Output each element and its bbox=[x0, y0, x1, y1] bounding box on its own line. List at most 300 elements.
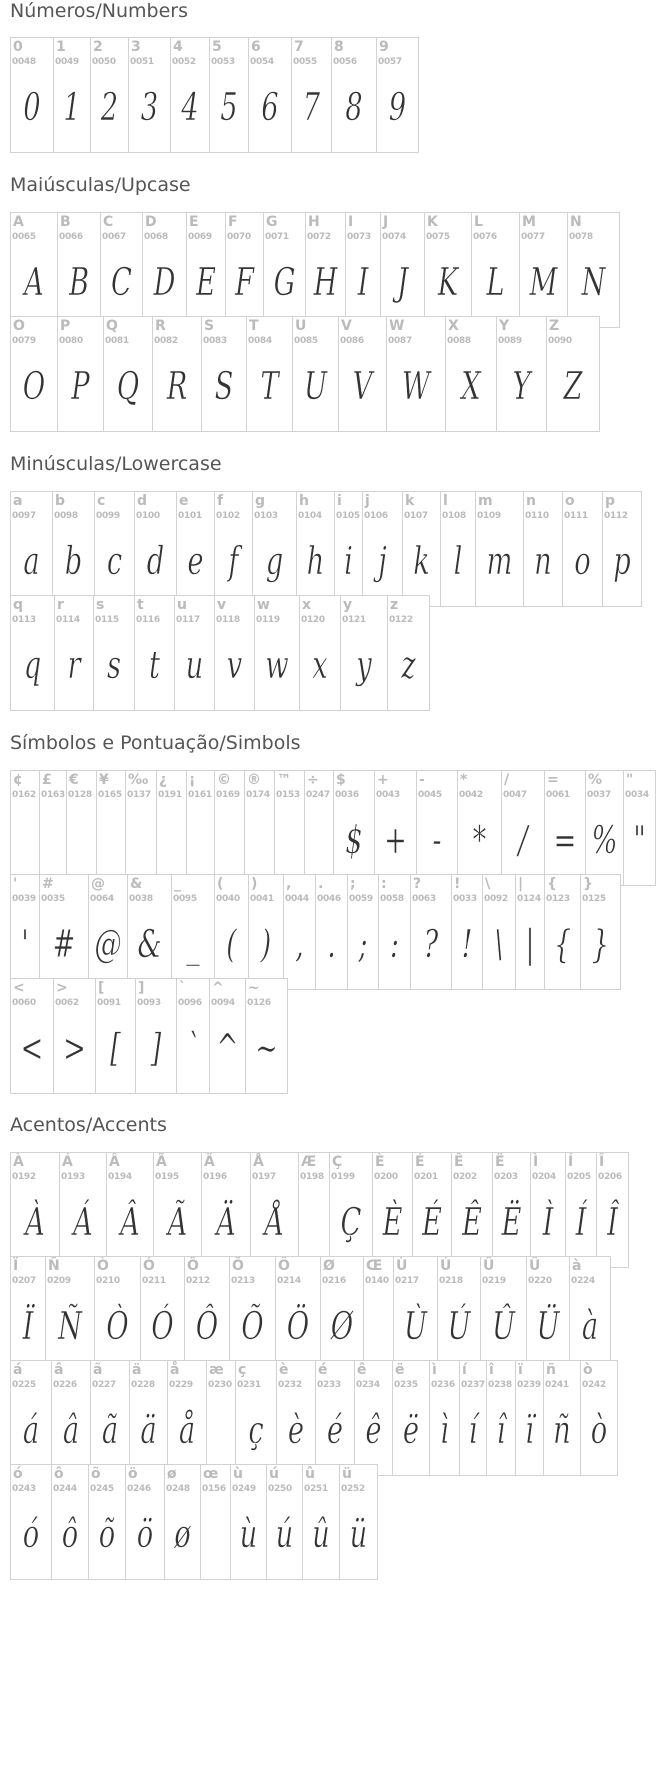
glyph-char-label: Ó bbox=[143, 1258, 155, 1274]
glyph-sample: V bbox=[352, 364, 373, 408]
glyph-cell bbox=[53, 978, 96, 1094]
glyph-sample: & bbox=[137, 922, 162, 966]
glyph-cell bbox=[296, 491, 335, 607]
glyph-char-label: œ bbox=[203, 1466, 219, 1482]
glyph-char-label: ¡ bbox=[189, 772, 196, 788]
glyph-char-label: ¥ bbox=[99, 772, 109, 788]
glyph-char-label: 4 bbox=[173, 39, 183, 55]
glyph-code-label: 0105 bbox=[336, 511, 360, 521]
glyph-code-label: 0039 bbox=[12, 894, 36, 904]
glyph-cell bbox=[602, 491, 642, 607]
glyph-code-label: 0068 bbox=[144, 232, 168, 242]
glyph-sample: ù bbox=[239, 1512, 258, 1556]
glyph-code-label: 0072 bbox=[307, 232, 331, 242]
glyph-sample: n bbox=[534, 539, 552, 583]
glyph-char-label: c bbox=[97, 493, 106, 509]
glyph-sample: ú bbox=[275, 1512, 294, 1556]
glyph-sample: ] bbox=[150, 1026, 162, 1070]
glyph-cell bbox=[380, 212, 425, 328]
glyph-code-label: 0067 bbox=[102, 232, 126, 242]
glyph-char-label: Z bbox=[549, 318, 560, 334]
glyph-row bbox=[10, 1152, 628, 1268]
glyph-sample: Ò bbox=[106, 1304, 129, 1348]
glyph-cell bbox=[475, 491, 524, 607]
glyph-sample: 0 bbox=[23, 85, 41, 129]
glyph-sample: ^ bbox=[216, 1026, 239, 1070]
glyph-char-label: ¢ bbox=[13, 772, 23, 788]
glyph-cell bbox=[135, 978, 177, 1094]
section-title: Maiúsculas/Upcase bbox=[10, 174, 191, 196]
glyph-code-label: 0074 bbox=[382, 232, 406, 242]
glyph-cell bbox=[254, 595, 300, 711]
glyph-cell bbox=[214, 874, 249, 990]
glyph-code-label: 0063 bbox=[412, 894, 436, 904]
glyph-char-label: ^ bbox=[212, 980, 224, 996]
glyph-char-label: ã bbox=[93, 1362, 103, 1378]
glyph-sample: @ bbox=[94, 922, 122, 966]
glyph-char-label: ö bbox=[128, 1466, 138, 1482]
glyph-char-label: î bbox=[489, 1362, 494, 1378]
glyph-char-label: ü bbox=[342, 1466, 352, 1482]
glyph-cell bbox=[387, 595, 430, 711]
glyph-sample: û bbox=[312, 1512, 330, 1556]
glyph-code-label: 0217 bbox=[395, 1276, 419, 1286]
glyph-code-label: 0062 bbox=[55, 998, 79, 1008]
glyph-sample: Õ bbox=[241, 1304, 264, 1348]
glyph-code-label: 0077 bbox=[521, 232, 545, 242]
glyph-cell bbox=[339, 1464, 378, 1580]
glyph-cell bbox=[176, 978, 210, 1094]
glyph-row bbox=[10, 595, 429, 711]
glyph-char-label: ; bbox=[350, 876, 356, 892]
glyph-cell bbox=[445, 316, 497, 432]
glyph-code-label: 0051 bbox=[130, 57, 154, 67]
glyph-code-label: 0040 bbox=[216, 894, 240, 904]
glyph-char-label: Å bbox=[253, 1154, 264, 1170]
glyph-cell bbox=[276, 1360, 316, 1476]
glyph-code-label: 0109 bbox=[477, 511, 501, 521]
glyph-sample: / bbox=[518, 818, 528, 862]
glyph-char-label: < bbox=[13, 980, 25, 996]
glyph-sample: N bbox=[581, 260, 606, 304]
glyph-char-label: r bbox=[57, 597, 64, 613]
glyph-cell bbox=[429, 1360, 460, 1476]
glyph-cell bbox=[515, 1360, 544, 1476]
glyph-sample: f bbox=[228, 539, 239, 583]
glyph-char-label: û bbox=[305, 1466, 315, 1482]
glyph-code-label: 0209 bbox=[47, 1276, 71, 1286]
glyph-char-label: å bbox=[170, 1362, 180, 1378]
glyph-sample: Ã bbox=[167, 1200, 188, 1244]
glyph-char-label: 3 bbox=[131, 39, 141, 55]
glyph-char-label: Ñ bbox=[48, 1258, 60, 1274]
glyph-char-label: ‰ bbox=[128, 772, 149, 788]
glyph-code-label: 0201 bbox=[414, 1172, 438, 1182]
glyph-char-label: R bbox=[155, 318, 166, 334]
glyph-cell bbox=[88, 874, 128, 990]
glyph-code-label: 0196 bbox=[203, 1172, 227, 1182]
glyph-sample: p bbox=[613, 539, 631, 583]
glyph-sample: z bbox=[401, 643, 416, 687]
glyph-char-label: N bbox=[570, 214, 582, 230]
glyph-cell bbox=[52, 491, 95, 607]
glyph-char-label: æ bbox=[209, 1362, 224, 1378]
glyph-sample: ï bbox=[525, 1408, 534, 1452]
glyph-char-label: ø bbox=[167, 1466, 177, 1482]
glyph-code-label: 0250 bbox=[268, 1484, 292, 1494]
glyph-cell bbox=[492, 1152, 531, 1268]
glyph-cell bbox=[315, 1360, 355, 1476]
glyph-code-label: 0194 bbox=[108, 1172, 132, 1182]
glyph-char-label: T bbox=[249, 318, 259, 334]
glyph-sample: â bbox=[62, 1408, 80, 1452]
glyph-char-label: € bbox=[69, 772, 79, 788]
glyph-sample: w bbox=[265, 643, 289, 687]
glyph-cell bbox=[90, 1360, 130, 1476]
glyph-char-label: ™ bbox=[277, 772, 291, 788]
glyph-cell bbox=[39, 874, 89, 990]
glyph-code-label: 0087 bbox=[388, 336, 412, 346]
glyph-sample: E bbox=[196, 260, 216, 304]
glyph-code-label: 0090 bbox=[548, 336, 572, 346]
glyph-code-label: 0036 bbox=[335, 790, 359, 800]
glyph-code-label: 0045 bbox=[418, 790, 442, 800]
glyph-sample: ñ bbox=[553, 1408, 571, 1452]
glyph-code-label: 0080 bbox=[59, 336, 83, 346]
glyph-cell bbox=[128, 37, 171, 153]
glyph-code-label: 0226 bbox=[53, 1380, 77, 1390]
glyph-char-label: W bbox=[389, 318, 405, 334]
glyph-sample: H bbox=[313, 260, 338, 304]
glyph-char-label: P bbox=[60, 318, 71, 334]
glyph-char-label: G bbox=[266, 214, 278, 230]
glyph-cell bbox=[515, 874, 545, 990]
glyph-char-label: õ bbox=[91, 1466, 101, 1482]
glyph-code-label: 0044 bbox=[285, 894, 309, 904]
glyph-row bbox=[10, 874, 620, 990]
glyph-sample: Ì bbox=[542, 1200, 554, 1244]
glyph-char-label: Y bbox=[499, 318, 510, 334]
glyph-char-label: É bbox=[415, 1154, 425, 1170]
glyph-code-label: 0046 bbox=[317, 894, 341, 904]
glyph-sample: r bbox=[67, 643, 81, 687]
glyph-char-label: ê bbox=[357, 1362, 367, 1378]
glyph-sample: _ bbox=[186, 922, 200, 966]
glyph-sample: K bbox=[437, 260, 459, 304]
glyph-cell bbox=[298, 1152, 330, 1268]
glyph-cell bbox=[451, 874, 483, 990]
glyph-sample: " bbox=[633, 818, 646, 862]
glyph-char-label: ñ bbox=[546, 1362, 556, 1378]
glyph-code-label: 0060 bbox=[12, 998, 36, 1008]
glyph-cell bbox=[10, 316, 58, 432]
glyph-cell bbox=[129, 1360, 168, 1476]
glyph-char-label: Ú bbox=[440, 1258, 452, 1274]
glyph-char-label: 2 bbox=[93, 39, 103, 55]
glyph-char-label: p bbox=[605, 493, 616, 509]
glyph-cell bbox=[51, 1360, 91, 1476]
glyph-sample: Q bbox=[116, 364, 140, 408]
glyph-sample: î bbox=[496, 1408, 506, 1452]
glyph-code-label: 0066 bbox=[59, 232, 83, 242]
glyph-code-label: 0092 bbox=[484, 894, 508, 904]
glyph-char-label: ` bbox=[179, 980, 186, 996]
glyph-sample: ó bbox=[22, 1512, 40, 1556]
glyph-code-label: 0245 bbox=[90, 1484, 114, 1494]
glyph-code-label: 0104 bbox=[298, 511, 322, 521]
glyph-sample: Î bbox=[607, 1200, 618, 1244]
glyph-char-label: # bbox=[42, 876, 54, 892]
glyph-cell bbox=[347, 874, 379, 990]
glyph-char-label: - bbox=[419, 772, 425, 788]
glyph-cell bbox=[100, 212, 143, 328]
glyph-cell bbox=[354, 1360, 393, 1476]
glyph-sample: ? bbox=[423, 922, 439, 966]
glyph-cell bbox=[10, 978, 54, 1094]
glyph-code-label: 0035 bbox=[41, 894, 65, 904]
glyph-sample: À bbox=[25, 1200, 45, 1244]
glyph-code-label: 0234 bbox=[356, 1380, 380, 1390]
glyph-char-label: a bbox=[13, 493, 23, 509]
glyph-char-label: 7 bbox=[294, 39, 304, 55]
glyph-code-label: 0216 bbox=[322, 1276, 346, 1286]
glyph-sample: = bbox=[553, 818, 577, 862]
glyph-char-label: Û bbox=[483, 1258, 495, 1274]
glyph-code-label: 0230 bbox=[208, 1380, 232, 1390]
glyph-char-label: * bbox=[460, 772, 468, 788]
glyph-cell bbox=[565, 1152, 597, 1268]
glyph-cell bbox=[230, 1464, 267, 1580]
glyph-sample: Y bbox=[512, 364, 531, 408]
glyph-char-label: F bbox=[228, 214, 238, 230]
glyph-char-label: í bbox=[462, 1362, 467, 1378]
glyph-code-label: 0198 bbox=[300, 1172, 324, 1182]
glyph-char-label: ú bbox=[269, 1466, 279, 1482]
glyph-cell bbox=[334, 491, 363, 607]
glyph-code-label: 0153 bbox=[276, 790, 300, 800]
glyph-sample: Á bbox=[73, 1200, 93, 1244]
glyph-code-label: 0071 bbox=[265, 232, 289, 242]
glyph-code-label: 0214 bbox=[277, 1276, 301, 1286]
glyph-sample: Ï bbox=[22, 1304, 34, 1348]
glyph-char-label: $ bbox=[336, 772, 346, 788]
glyph-char-label: ® bbox=[247, 772, 261, 788]
glyph-sample: $ bbox=[345, 818, 363, 862]
glyph-cell bbox=[329, 1152, 373, 1268]
glyph-cell bbox=[39, 770, 67, 886]
glyph-code-label: 0224 bbox=[571, 1276, 595, 1286]
glyph-code-label: 0126 bbox=[247, 998, 271, 1008]
glyph-cell bbox=[235, 1360, 277, 1476]
glyph-code-label: 0156 bbox=[202, 1484, 226, 1494]
glyph-cell bbox=[10, 1360, 52, 1476]
glyph-sample: ; bbox=[358, 922, 368, 966]
glyph-cell bbox=[544, 770, 586, 886]
glyph-cell bbox=[333, 770, 375, 886]
glyph-char-label: O bbox=[13, 318, 25, 334]
glyph-cell bbox=[374, 770, 417, 886]
glyph-char-label: Á bbox=[62, 1154, 73, 1170]
glyph-code-label: 0088 bbox=[447, 336, 471, 346]
glyph-sample: Ù bbox=[403, 1304, 428, 1348]
glyph-cell bbox=[569, 1256, 611, 1372]
glyph-sample: Ñ bbox=[58, 1304, 82, 1348]
glyph-char-label: Ô bbox=[187, 1258, 199, 1274]
glyph-cell bbox=[134, 595, 175, 711]
glyph-cell bbox=[174, 595, 215, 711]
glyph-char-label: + bbox=[377, 772, 389, 788]
glyph-code-label: 0058 bbox=[380, 894, 404, 904]
glyph-cell bbox=[152, 316, 202, 432]
glyph-row bbox=[10, 491, 641, 607]
glyph-code-label: 0220 bbox=[528, 1276, 552, 1286]
glyph-code-label: 0237 bbox=[461, 1380, 485, 1390]
glyph-sample: ` bbox=[186, 1026, 200, 1070]
glyph-cell bbox=[206, 1360, 236, 1476]
glyph-char-label: Ï bbox=[13, 1258, 19, 1274]
glyph-cell bbox=[305, 212, 346, 328]
glyph-sample: - bbox=[432, 818, 442, 862]
glyph-sample: ö bbox=[136, 1512, 154, 1556]
glyph-char-label: C bbox=[103, 214, 114, 230]
glyph-code-label: 0169 bbox=[216, 790, 240, 800]
glyph-sample: < bbox=[20, 1026, 44, 1070]
glyph-code-label: 0073 bbox=[347, 232, 371, 242]
glyph-code-label: 0249 bbox=[232, 1484, 256, 1494]
glyph-code-label: 0038 bbox=[129, 894, 153, 904]
glyph-char-label: z bbox=[390, 597, 399, 613]
glyph-cell bbox=[345, 212, 381, 328]
glyph-cell bbox=[184, 1256, 230, 1372]
glyph-cell bbox=[201, 1152, 251, 1268]
glyph-code-label: 0091 bbox=[97, 998, 121, 1008]
glyph-sample: 5 bbox=[220, 85, 238, 129]
glyph-row bbox=[10, 978, 287, 1094]
glyph-char-label: À bbox=[13, 1154, 24, 1170]
glyph-char-label: ì bbox=[432, 1362, 437, 1378]
glyph-cell bbox=[250, 1152, 299, 1268]
glyph-sample: 4 bbox=[181, 85, 199, 129]
glyph-char-label: h bbox=[299, 493, 309, 509]
glyph-sample: È bbox=[382, 1200, 403, 1244]
glyph-char-label: " bbox=[626, 772, 634, 788]
glyph-cell bbox=[209, 37, 249, 153]
glyph-code-label: 0117 bbox=[176, 615, 200, 625]
glyph-code-label: 0120 bbox=[301, 615, 325, 625]
glyph-row bbox=[10, 770, 655, 886]
glyph-char-label: 1 bbox=[56, 39, 66, 55]
glyph-sample: B bbox=[68, 260, 90, 304]
glyph-cell bbox=[10, 1152, 60, 1268]
glyph-cell bbox=[596, 1152, 629, 1268]
glyph-code-label: 0108 bbox=[442, 511, 466, 521]
glyph-char-label: v bbox=[217, 597, 227, 613]
glyph-char-label: Õ bbox=[232, 1258, 244, 1274]
glyph-sample: : bbox=[389, 922, 400, 966]
glyph-sample: R bbox=[166, 364, 188, 408]
glyph-sample: X bbox=[461, 364, 481, 408]
glyph-char-label: f bbox=[217, 493, 224, 509]
glyph-sample: \ bbox=[494, 922, 504, 966]
glyph-code-label: 0096 bbox=[178, 998, 202, 1008]
glyph-cell bbox=[10, 37, 54, 153]
glyph-sample: W bbox=[401, 364, 431, 408]
glyph-code-label: 0211 bbox=[142, 1276, 166, 1286]
glyph-code-label: 0043 bbox=[376, 790, 400, 800]
glyph-cell bbox=[248, 874, 284, 990]
glyph-char-label: ÷ bbox=[307, 772, 319, 788]
glyph-sample: ë bbox=[402, 1408, 420, 1452]
glyph-char-label: X bbox=[448, 318, 459, 334]
glyph-sample: Û bbox=[491, 1304, 516, 1348]
glyph-sample: } bbox=[591, 922, 610, 966]
glyph-char-label: g bbox=[255, 493, 266, 509]
glyph-cell bbox=[66, 770, 97, 886]
glyph-char-label: j bbox=[365, 493, 370, 509]
glyph-code-label: 0236 bbox=[431, 1380, 455, 1390]
section-title: Símbolos e Pontuação/Simbols bbox=[10, 732, 301, 754]
glyph-code-label: 0247 bbox=[306, 790, 330, 800]
glyph-cell bbox=[451, 1152, 493, 1268]
glyph-code-label: 0114 bbox=[56, 615, 80, 625]
glyph-code-label: 0238 bbox=[488, 1380, 512, 1390]
glyph-sample: F bbox=[235, 260, 254, 304]
glyph-cell bbox=[53, 37, 91, 153]
glyph-cell bbox=[94, 491, 135, 607]
glyph-cell bbox=[10, 770, 40, 886]
glyph-cell bbox=[501, 770, 545, 886]
glyph-sample: J bbox=[397, 260, 408, 304]
glyph-sample: É bbox=[422, 1200, 442, 1244]
glyph-char-label: 5 bbox=[212, 39, 222, 55]
glyph-sample: ( bbox=[226, 922, 237, 966]
glyph-char-label: e bbox=[179, 493, 189, 509]
glyph-char-label: { bbox=[547, 876, 557, 892]
glyph-code-label: 0110 bbox=[525, 511, 549, 521]
glyph-cell bbox=[88, 1464, 126, 1580]
glyph-code-label: 0228 bbox=[131, 1380, 155, 1390]
glyph-sample: ø bbox=[174, 1512, 191, 1556]
glyph-sample: q bbox=[23, 643, 42, 687]
glyph-sample: a bbox=[23, 539, 40, 583]
glyph-char-label: £ bbox=[42, 772, 52, 788]
glyph-sample: Ç bbox=[340, 1200, 362, 1244]
glyph-sample: 2 bbox=[100, 85, 119, 129]
glyph-sample: õ bbox=[98, 1512, 116, 1556]
glyph-char-label: 9 bbox=[379, 39, 389, 55]
glyph-cell bbox=[96, 770, 126, 886]
glyph-code-label: 0055 bbox=[293, 57, 317, 67]
glyph-cell bbox=[386, 316, 446, 432]
glyph-sample: à bbox=[581, 1304, 599, 1348]
glyph-sample: Ü bbox=[536, 1304, 560, 1348]
glyph-char-label: k bbox=[405, 493, 415, 509]
glyph-code-label: 0070 bbox=[227, 232, 251, 242]
glyph-char-label: ó bbox=[13, 1466, 23, 1482]
glyph-sample: d bbox=[146, 539, 165, 583]
glyph-sample: á bbox=[22, 1408, 40, 1452]
glyph-code-label: 0037 bbox=[587, 790, 611, 800]
glyph-cell bbox=[402, 491, 441, 607]
glyph-sample: Ú bbox=[447, 1304, 471, 1348]
glyph-cell bbox=[214, 491, 253, 607]
glyph-char-label: : bbox=[381, 876, 387, 892]
glyph-sample: ' bbox=[21, 922, 29, 966]
glyph-cell bbox=[482, 874, 516, 990]
glyph-sample: Ë bbox=[501, 1200, 522, 1244]
glyph-sample: l bbox=[453, 539, 463, 583]
glyph-char-label: Ù bbox=[396, 1258, 408, 1274]
